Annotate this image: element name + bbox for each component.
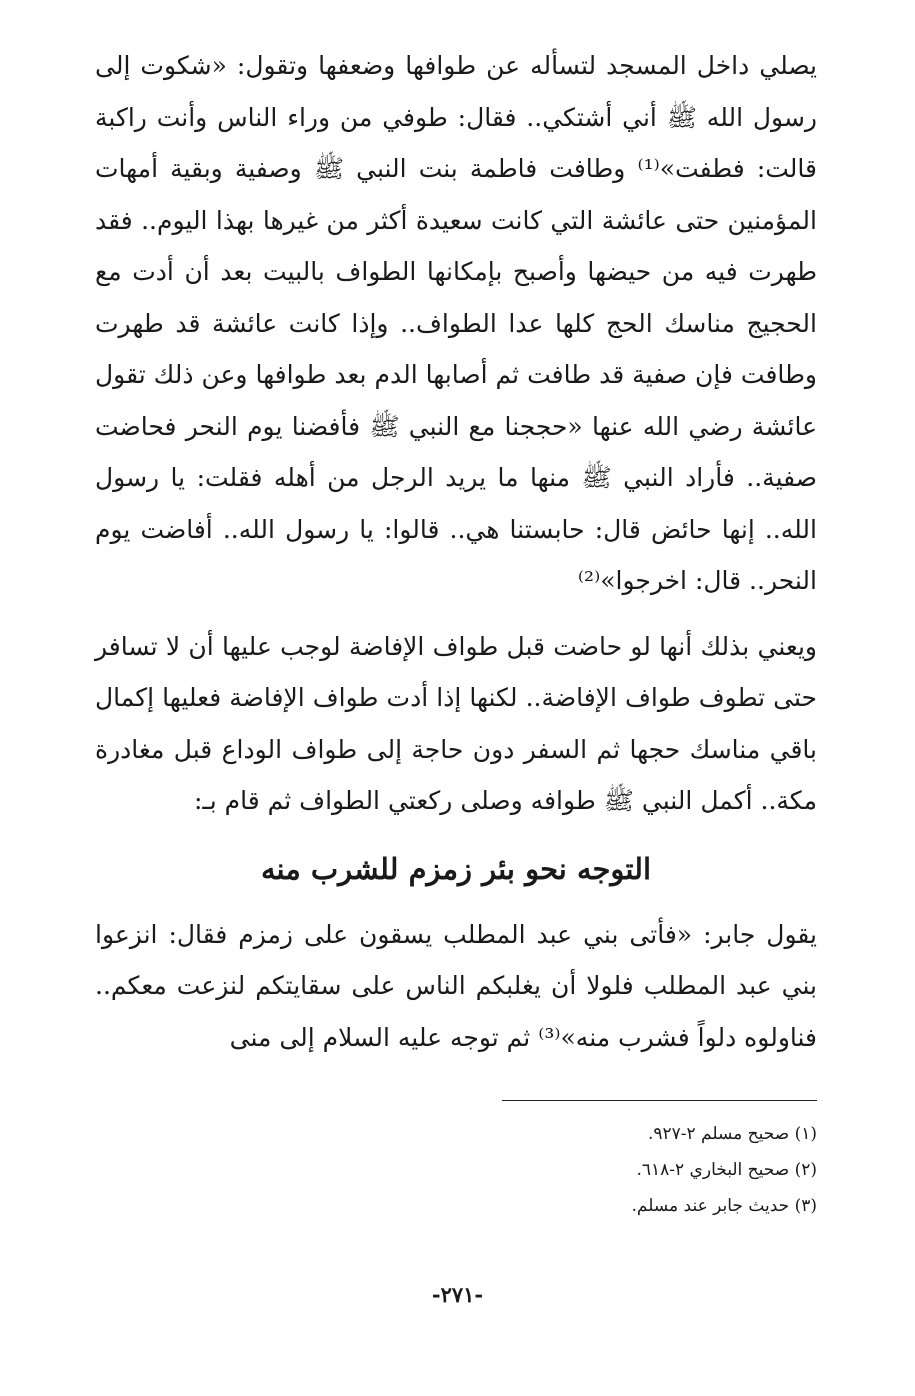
- body-paragraph: ويعني بذلك أنها لو حاضت قبل طواف الإفاضة لوجب عليها أن لا تسافر حتى تطوف طواف الإفاضة.. لكنها إذا أدت طواف الإفاضة فعليها إكمال باقي مناسك حجها ثم السفر دون حاجة إلى طواف الوداع قبل مغادرة مكة.. أكمل النبي ﷺ طوافه وصلى ركعتي الطواف ثم قام بـ:: [95, 631, 817, 815]
- section-heading: التوجه نحو بئر زمزم للشرب منه: [260, 851, 652, 886]
- footnote: (٣) حديث جابر عند مسلم.: [631, 1196, 817, 1216]
- page-number: -٢٧١-: [431, 1282, 484, 1307]
- body-paragraph: يصلي داخل المسجد لتسأله عن طوافها وضعفها وتقول: «شكوت إلى رسول الله ﷺ أني أشتكي.. فقال: طوفي من وراء الناس وأنت راكبة قالت: فطفت»⁽¹⁾ وطافت فاطمة بنت النبي ﷺ وصفية وبقية أمهات المؤمنين حتى عائشة التي كانت سعيدة أكثر من غيرها بهذا اليوم.. فقد طهرت فيه من حيضها وأصبح بإمكانها الطواف بالبيت بعد أن أدت مع الحجيج مناسك الحج كلها عدا الطواف.. وإذا كانت عائشة قد طهرت وطافت فإن صفية قد طافت ثم أصابها الدم بعد طوافها وعن ذلك تقول عائشة رضي الله عنها «حججنا مع النبي ﷺ فأفضنا يوم النحر فحاضت صفية.. فأراد النبي ﷺ منها ما يريد الرجل من أهله فقلت: يا رسول الله.. إنها حائض قال: حابستنا هي.. قالوا: يا رسول الله.. أفاضت يوم النحر.. قال: اخرجوا»⁽²⁾: [95, 51, 817, 595]
- footnote: (٢) صحيح البخاري ٢-٦١٨.: [636, 1160, 817, 1180]
- page-body: [95, 40, 817, 1063]
- footnotes: [317, 1116, 817, 1224]
- body-paragraph: يقول جابر: «فأتى بني عبد المطلب يسقون على زمزم فقال: انزعوا بني عبد المطلب فلولا أن يغلبكم الناس على سقايتكم لنزعت معكم.. فناولوه دلواً فشرب منه»⁽³⁾ ثم توجه عليه السلام إلى منى: [95, 919, 817, 1052]
- footnote: (١) صحيح مسلم ٢-٩٢٧.: [647, 1124, 817, 1144]
- footnote-separator: [502, 1100, 817, 1101]
